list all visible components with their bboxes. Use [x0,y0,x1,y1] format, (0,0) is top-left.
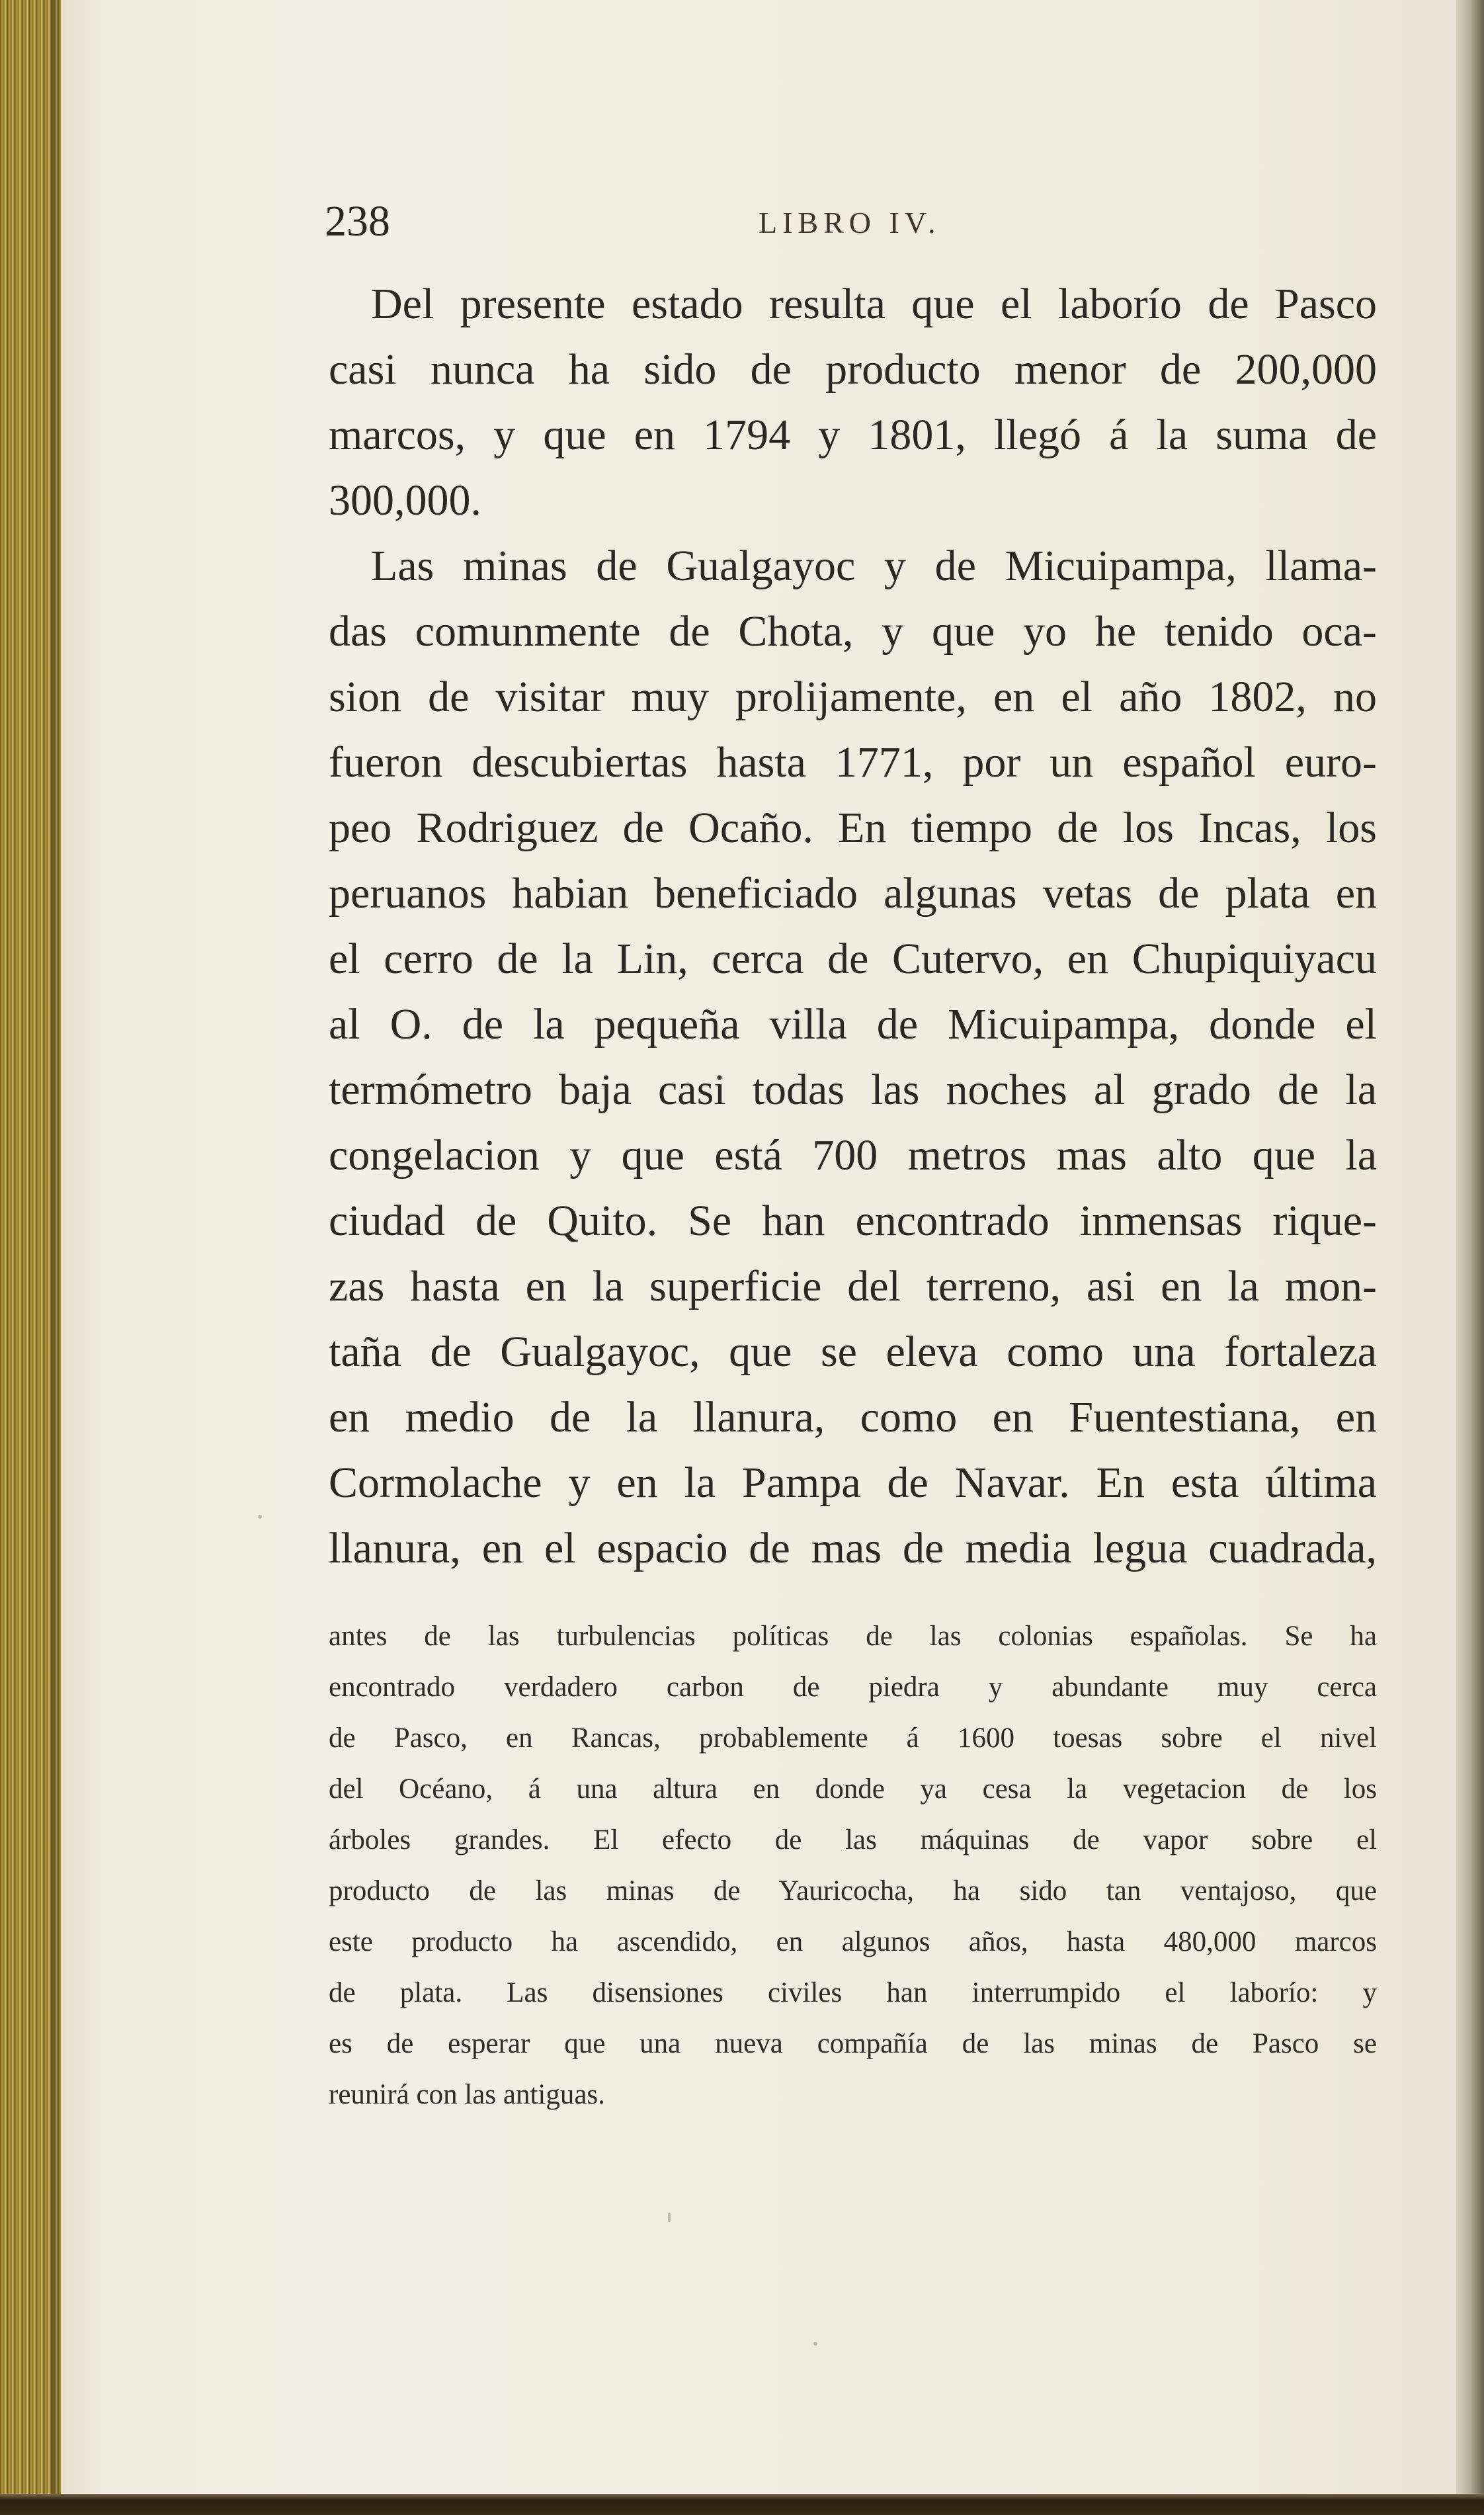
main-text [329,271,1377,1581]
paper-speck [668,2213,671,2222]
text-line: en medio de la llanura, como en Fuentestiana, en [329,1393,1377,1441]
footnote-line: es de esperar que una nueva compañía de las minas de Pasco se [329,2028,1377,2059]
footnote-line: de Pasco, en Rancas, probablemente á 1600 toesas sobre el nivel [329,1723,1377,1754]
running-head [325,192,1377,251]
text-line: peruanos habian beneficiado algunas vetas de plata en [329,869,1377,917]
gilded-page-edge [0,0,61,2515]
text-line: fueron descubiertas hasta 1771, por un español euro- [329,738,1377,787]
footnote-line: producto de las minas de Yauricocha, ha sido tan ventajoso, que [329,1875,1377,1906]
text-line: congelacion y que está 700 metros mas alto que la [329,1131,1377,1179]
footnote [329,1611,1377,2120]
text-line: 300,000. [329,476,481,525]
text-line: al O. de la pequeña villa de Micuipampa, donde el [329,1000,1377,1048]
footnote-line: este producto ha ascendido, en algunos años, hasta 480,000 marcos [329,1926,1377,1957]
footnote-line: del Océano, á una altura en donde ya cesa la vegetacion de los [329,1773,1377,1805]
footnote-line: encontrado verdadero carbon de piedra y abundante muy cerca [329,1672,1377,1703]
binding-edge [0,2494,1484,2515]
footnote-line: reunirá con las antiguas. [329,2079,605,2110]
paper-speck [813,2342,817,2346]
text-line: casi nunca ha sido de producto menor de 200,000 [329,345,1377,394]
text-line: el cerro de la Lin, cerca de Cutervo, en Chupiquiyacu [329,935,1377,983]
text-line: llanura, en el espacio de mas de media legua cuadrada, [329,1524,1377,1572]
footnote-line: árboles grandes. El efecto de las máquinas de vapor sobre el [329,1824,1377,1855]
text-line: peo Rodriguez de Ocaño. En tiempo de los Incas, los [329,804,1377,852]
chapter-heading: LIBRO IV. [759,206,941,239]
text-line: marcos, y que en 1794 y 1801, llegó á la suma de [329,411,1377,459]
text-line: Cormolache y en la Pampa de Navar. En esta última [329,1459,1377,1507]
footnote-line: de plata. Las disensiones civiles han interrumpido el laborío: y [329,1977,1377,2008]
footnote-line: antes de las turbulencias políticas de las colonias españolas. Se ha [329,1621,1377,1652]
page-content [325,192,1377,2110]
text-line: ciudad de Quito. Se han encontrado inmensas rique- [329,1197,1377,1245]
text-line: taña de Gualgayoc, que se eleva como una fortaleza [329,1328,1377,1376]
text-line: das comunmente de Chota, y que yo he tenido oca- [329,607,1377,656]
text-line: zas hasta en la superficie del terreno, asi en la mon- [329,1262,1377,1310]
text-line: sion de visitar muy prolijamente, en el año 1802, no [329,673,1377,721]
page-number: 238 [325,197,390,245]
text-line: termómetro baja casi todas las noches al grado de la [329,1066,1377,1114]
text-line: Del presente estado resulta que el laborío de Pasco [371,280,1377,328]
page-right-edge [1456,0,1484,2515]
text-line: Las minas de Gualgayoc y de Micuipampa, llama- [371,542,1377,590]
paper-speck [258,1515,262,1519]
